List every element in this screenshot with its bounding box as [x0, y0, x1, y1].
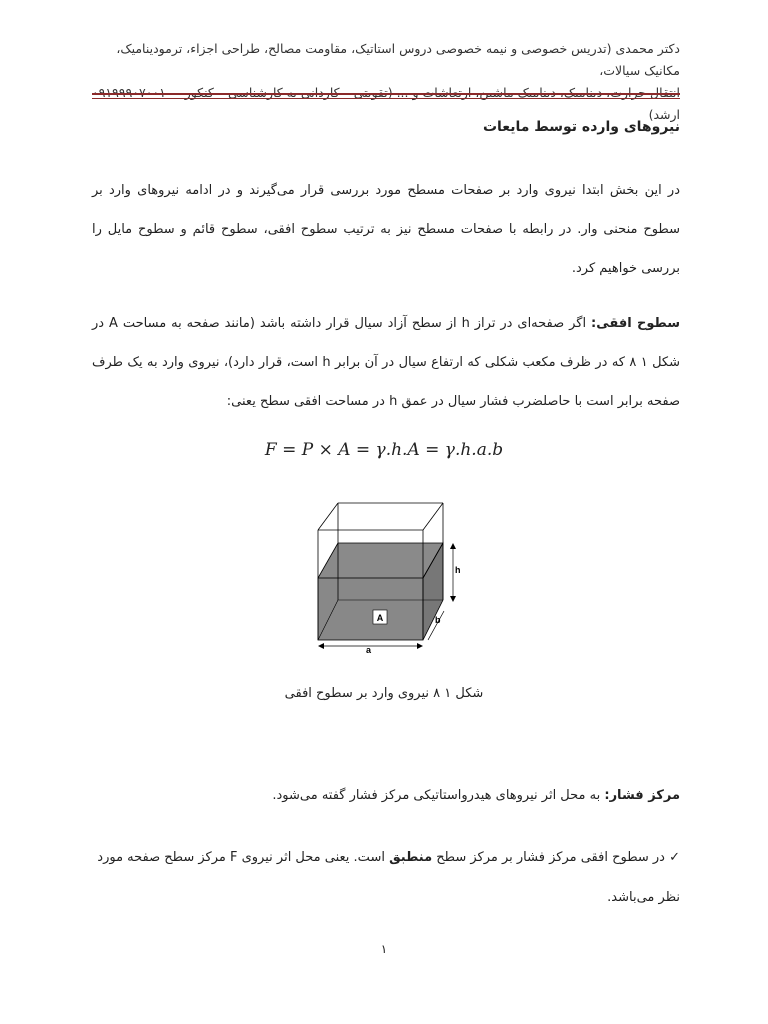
- bullet-bold-word: منطبق: [389, 850, 433, 865]
- height-label: h: [455, 565, 461, 575]
- depth-label: b: [435, 615, 441, 625]
- header-subjects: ارشد): [648, 107, 680, 122]
- horizontal-surfaces-paragraph: [92, 304, 680, 421]
- center-of-pressure-text: به محل اثر نیروهای هیدرواستاتیکی مرکز فشار گفته می‌شود.: [272, 788, 605, 803]
- section-title: نیروهای وارده توسط مایعات: [482, 119, 680, 135]
- tank-diagram: [310, 500, 470, 655]
- horizontal-surfaces-text: اگر صفحه‌ای در تراز h از سطح آزاد سیال قرار داشته باشد (مانند صفحه به مساحت A در شکل ۱ ۸ که در ظرف مکعب شکلی که ارتفاع سیال در آن برابر h است، قرار دارد)، نیروی وارد به یک طرف صفحه برابر است با حاصلضرب فشار سیال در عمق h در مساحت افقی سطح یعنی:: [92, 316, 680, 409]
- width-label: a: [366, 645, 372, 655]
- checkmark-icon: ✓: [669, 850, 680, 865]
- page-header: [92, 38, 680, 126]
- horizontal-surfaces-label: سطوح افقی:: [591, 316, 681, 331]
- bullet-text-end: است. یعنی محل اثر نیروی F مرکز سطح صفحه مورد نظر می‌باشد.: [97, 850, 680, 905]
- page-number: ۱: [380, 942, 388, 956]
- intro-paragraph: در این بخش ابتدا نیروی وارد بر صفحات مسطح مورد بررسی قرار می‌گیرند و در ادامه نیروهای وارد بر سطوح منحنی وار. در رابطه با صفحات مسطح نیز به ترتیب سطوح افقی، سطوح قائم و سطوح مایل را بررسی خواهیم کرد.: [92, 183, 680, 276]
- center-of-pressure-paragraph: [92, 776, 680, 815]
- bullet-item: [92, 838, 680, 918]
- area-label: A: [376, 613, 384, 623]
- water-top-surface: [318, 543, 443, 578]
- center-of-pressure-label: مرکز فشار:: [604, 788, 680, 803]
- bullet-text-start: در سطوح افقی مرکز فشار بر مرکز سطح: [432, 850, 670, 865]
- header-line-1: دکتر محمدی (تدریس خصوصی و نیمه خصوصی دروس استاتیک، مقاومت مصالح، طراحی اجزاء، ترمودینامیک، مکانیک سیالات،: [116, 41, 680, 78]
- figure-caption: شکل ۱ ۸ نیروی وارد بر سطوح افقی: [284, 686, 484, 701]
- tank-figure: [310, 500, 470, 659]
- header-rule-thin: [92, 98, 680, 99]
- header-rule-thick: [92, 93, 680, 95]
- force-formula: F = P × A = γ.h.A = γ.h.a.b: [264, 440, 504, 460]
- header-phone: [92, 82, 166, 126]
